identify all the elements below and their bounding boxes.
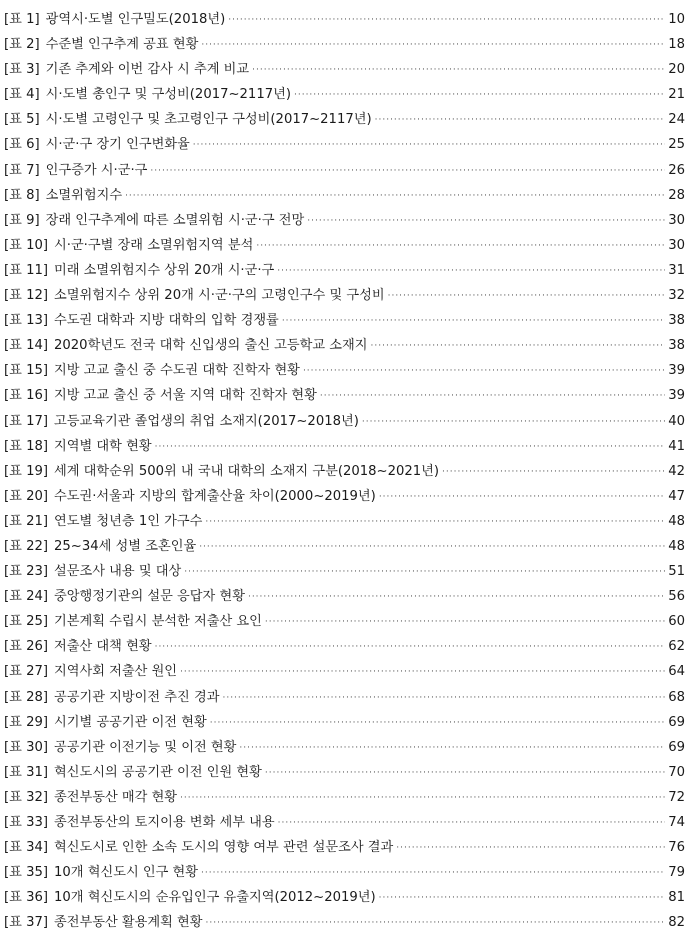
dot-leader [248, 585, 665, 610]
entry-title: 연도별 청년층 1인 가구수 [54, 513, 203, 529]
entry-title: 소멸위험지수 상위 20개 시·군·구의 고령인구수 및 구성비 [54, 288, 385, 304]
dot-leader [282, 309, 665, 334]
dot-leader [201, 861, 665, 886]
entry-page-number: 68 [668, 689, 685, 705]
dot-leader [155, 435, 666, 460]
entry-title: 혁신도시의 공공기관 이전 인원 현황 [54, 764, 262, 780]
dot-leader [256, 234, 665, 259]
dot-leader [155, 635, 666, 660]
entry-title: 2020학년도 전국 대학 신입생의 출신 고등학교 소재지 [54, 338, 368, 354]
entry-title: 기존 추계와 이번 감사 시 추계 비교 [45, 62, 250, 78]
toc-entry-23[interactable] [0, 559, 691, 584]
entry-page-number: 26 [668, 162, 685, 178]
entry-page-number: 51 [668, 564, 685, 580]
dot-leader [222, 686, 665, 711]
toc-entry-11[interactable] [0, 258, 691, 283]
entry-label: [표 24] [4, 589, 49, 605]
entry-label: [표 12] [4, 288, 49, 304]
toc-entry-12[interactable] [0, 283, 691, 308]
entry-title: 10개 혁신도시의 순유입인구 유출지역(2012~2019년) [54, 890, 376, 906]
toc-entry-13[interactable] [0, 308, 691, 333]
entry-title: 지역사회 저출산 원인 [54, 664, 178, 680]
entry-label: [표 3] [4, 62, 40, 78]
entry-page-number: 41 [668, 438, 685, 454]
entry-title: 중앙행정기관의 설문 응답자 현황 [54, 589, 245, 605]
dot-leader [180, 786, 665, 811]
entry-page-number: 64 [668, 664, 685, 680]
entry-title: 종전부동산 활용계획 현황 [54, 915, 203, 931]
entry-page-number: 30 [668, 212, 685, 228]
entry-title: 시·도별 고령인구 및 초고령인구 구성비(2017~2117년) [45, 112, 372, 128]
entry-title: 수준별 인구추계 공표 현황 [45, 37, 199, 53]
dot-leader [379, 886, 666, 911]
entry-title: 수도권 대학과 지방 대학의 입학 경쟁률 [54, 313, 279, 329]
entry-page-number: 39 [668, 363, 685, 379]
entry-title: 지역별 대학 현황 [54, 438, 152, 454]
entry-label: [표 9] [4, 212, 40, 228]
entry-title: 시·군·구 장기 인구변화율 [45, 137, 190, 153]
dot-leader [201, 33, 665, 58]
toc-entry-21[interactable] [0, 509, 691, 534]
entry-title: 저출산 대책 현황 [54, 639, 152, 655]
dot-leader [206, 911, 666, 936]
toc-entry-19[interactable] [0, 459, 691, 484]
toc-entry-8[interactable] [0, 183, 691, 208]
entry-label: [표 26] [4, 639, 49, 655]
entry-page-number: 38 [668, 338, 685, 354]
entry-page-number: 70 [668, 764, 685, 780]
entry-page-number: 18 [668, 37, 685, 53]
entry-title: 설문조사 내용 및 대상 [54, 564, 182, 580]
entry-page-number: 20 [668, 62, 685, 78]
toc-entry-24[interactable] [0, 584, 691, 609]
entry-label: [표 13] [4, 313, 49, 329]
entry-title: 종전부동산 매각 현황 [54, 789, 178, 805]
dot-leader [379, 485, 665, 510]
entry-label: [표 20] [4, 488, 49, 504]
entry-page-number: 62 [668, 639, 685, 655]
toc-entry-1[interactable] [0, 7, 691, 32]
dot-leader [396, 836, 665, 861]
toc-entry-32[interactable] [0, 785, 691, 810]
entry-page-number: 25 [668, 137, 685, 153]
entry-title: 지방 고교 출신 중 수도권 대학 진학자 현황 [54, 363, 300, 379]
entry-label: [표 33] [4, 815, 49, 830]
toc-entry-10[interactable] [0, 233, 691, 258]
entry-title: 공공기관 이전기능 및 이전 현황 [54, 739, 237, 755]
toc-entry-6[interactable] [0, 132, 691, 157]
entry-title: 소멸위험지수 [45, 187, 123, 203]
entry-label: [표 5] [4, 112, 40, 128]
entry-title: 시기별 공공기관 이전 현황 [54, 714, 207, 730]
dot-leader [150, 159, 665, 184]
entry-label: [표 15] [4, 363, 49, 379]
toc-entry-14[interactable] [0, 333, 691, 358]
entry-label: [표 4] [4, 87, 40, 103]
toc-entry-2[interactable] [0, 32, 691, 57]
dot-leader [277, 259, 665, 284]
toc-entry-15[interactable] [0, 358, 691, 383]
dot-leader [210, 711, 665, 736]
entry-page-number: 69 [668, 739, 685, 755]
entry-title: 시·도별 총인구 및 구성비(2017~2117년) [45, 87, 291, 103]
entry-label: [표 35] [4, 865, 49, 881]
toc-entry-5[interactable] [0, 107, 691, 132]
entry-label: [표 29] [4, 714, 49, 730]
toc-entry-25[interactable] [0, 609, 691, 634]
entry-label: [표 7] [4, 162, 40, 178]
entry-page-number: 81 [668, 890, 685, 906]
toc-entry-27[interactable] [0, 659, 691, 684]
entry-label: [표 34] [4, 840, 49, 856]
toc-entry-18[interactable] [0, 434, 691, 459]
dot-leader [278, 811, 666, 836]
entry-page-number: 40 [668, 413, 685, 429]
dot-leader [228, 8, 665, 33]
entry-page-number: 10 [668, 12, 685, 27]
entry-label: [표 31] [4, 764, 49, 780]
entry-title: 수도권·서울과 지방의 합계출산율 차이(2000~2019년) [54, 488, 376, 504]
entry-title: 10개 혁신도시 인구 현황 [54, 865, 199, 881]
entry-label: [표 16] [4, 388, 49, 404]
dot-leader [239, 736, 665, 761]
entry-title: 기본계획 수립시 분석한 저출산 요인 [54, 614, 262, 630]
entry-page-number: 39 [668, 388, 685, 404]
entry-title: 시·군·구별 장래 소멸위험지역 분석 [54, 237, 254, 253]
toc-entry-17[interactable] [0, 409, 691, 434]
entry-label: [표 27] [4, 664, 49, 680]
dot-leader [442, 460, 665, 485]
entry-page-number: 48 [668, 513, 685, 529]
dot-leader [388, 284, 666, 309]
entry-label: [표 25] [4, 614, 49, 630]
toc-entry-20[interactable] [0, 484, 691, 509]
toc-entry-3[interactable] [0, 57, 691, 82]
toc-entry-34[interactable] [0, 835, 691, 860]
entry-label: [표 8] [4, 187, 40, 203]
dot-leader [180, 660, 665, 685]
entry-label: [표 21] [4, 513, 49, 529]
dot-leader [252, 58, 665, 83]
entry-page-number: 28 [668, 187, 685, 203]
entry-label: [표 23] [4, 564, 49, 580]
entry-page-number: 48 [668, 538, 685, 554]
entry-page-number: 76 [668, 840, 685, 856]
dot-leader [371, 334, 666, 359]
toc-entry-26[interactable] [0, 634, 691, 659]
toc-entry-28[interactable] [0, 685, 691, 710]
entry-label: [표 1] [4, 12, 40, 27]
entry-page-number: 42 [668, 463, 685, 479]
toc-entry-29[interactable] [0, 710, 691, 735]
entry-page-number: 82 [668, 915, 685, 931]
entry-label: [표 11] [4, 262, 49, 278]
entry-page-number: 69 [668, 714, 685, 730]
dot-leader [199, 535, 665, 560]
toc-entry-31[interactable] [0, 760, 691, 785]
entry-label: [표 32] [4, 789, 49, 805]
entry-title: 미래 소멸위험지수 상위 20개 시·군·구 [54, 262, 275, 278]
entry-page-number: 60 [668, 614, 685, 630]
entry-page-number: 38 [668, 313, 685, 329]
entry-page-number: 24 [668, 112, 685, 128]
entry-title: 25~34세 성별 조혼인율 [54, 538, 197, 554]
entry-title: 지방 고교 출신 중 서울 지역 대학 진학자 현황 [54, 388, 317, 404]
entry-page-number: 79 [668, 865, 685, 881]
toc-entry-4[interactable] [0, 82, 691, 107]
entry-title: 혁신도시로 인한 소속 도시의 영향 여부 관련 설문조사 결과 [54, 840, 394, 856]
toc-entry-36[interactable] [0, 885, 691, 910]
dot-leader [375, 108, 666, 133]
dot-leader [205, 510, 665, 535]
entry-page-number: 72 [668, 789, 685, 805]
entry-page-number: 32 [668, 288, 685, 304]
entry-label: [표 18] [4, 438, 49, 454]
entry-title: 고등교육기관 졸업생의 취업 소재지(2017~2018년) [54, 413, 359, 429]
entry-label: [표 28] [4, 689, 49, 705]
entry-label: [표 30] [4, 739, 49, 755]
toc-entry-35[interactable] [0, 860, 691, 885]
entry-title: 광역시·도별 인구밀도(2018년) [45, 12, 226, 27]
dot-leader [193, 133, 665, 158]
dot-leader [184, 560, 665, 585]
entry-label: [표 10] [4, 237, 49, 253]
toc-entry-33[interactable] [0, 810, 691, 835]
dot-leader [303, 359, 665, 384]
entry-label: [표 36] [4, 890, 49, 906]
dot-leader [265, 610, 665, 635]
toc-entry-30[interactable] [0, 735, 691, 760]
entry-label: [표 19] [4, 463, 49, 479]
toc-entry-16[interactable] [0, 383, 691, 408]
entry-label: [표 6] [4, 137, 40, 153]
entry-title: 장래 인구추계에 따른 소멸위험 시·군·구 전망 [45, 212, 305, 228]
entry-label: [표 17] [4, 413, 49, 429]
dot-leader [125, 184, 665, 209]
toc-entry-9[interactable] [0, 208, 691, 233]
dot-leader [362, 410, 665, 435]
dot-leader [320, 384, 665, 409]
entry-label: [표 14] [4, 338, 49, 354]
entry-page-number: 74 [668, 815, 685, 830]
entry-page-number: 56 [668, 589, 685, 605]
toc-entry-22[interactable] [0, 534, 691, 559]
entry-page-number: 47 [668, 488, 685, 504]
entry-title: 종전부동산의 토지이용 변화 세부 내용 [54, 815, 275, 830]
entry-title: 세계 대학순위 500위 내 국내 대학의 소재지 구분(2018~2021년) [54, 463, 440, 479]
toc-entry-37[interactable] [0, 910, 691, 935]
entry-title: 공공기관 지방이전 추진 경과 [54, 689, 220, 705]
entry-label: [표 37] [4, 915, 49, 931]
dot-leader [307, 209, 665, 234]
entry-label: [표 2] [4, 37, 40, 53]
entry-title: 인구증가 시·군·구 [45, 162, 148, 178]
toc-entry-7[interactable] [0, 158, 691, 183]
entry-page-number: 31 [668, 262, 685, 278]
entry-label: [표 22] [4, 538, 49, 554]
dot-leader [265, 761, 665, 786]
entry-page-number: 30 [668, 237, 685, 253]
dot-leader [294, 83, 665, 108]
entry-page-number: 21 [668, 87, 685, 103]
